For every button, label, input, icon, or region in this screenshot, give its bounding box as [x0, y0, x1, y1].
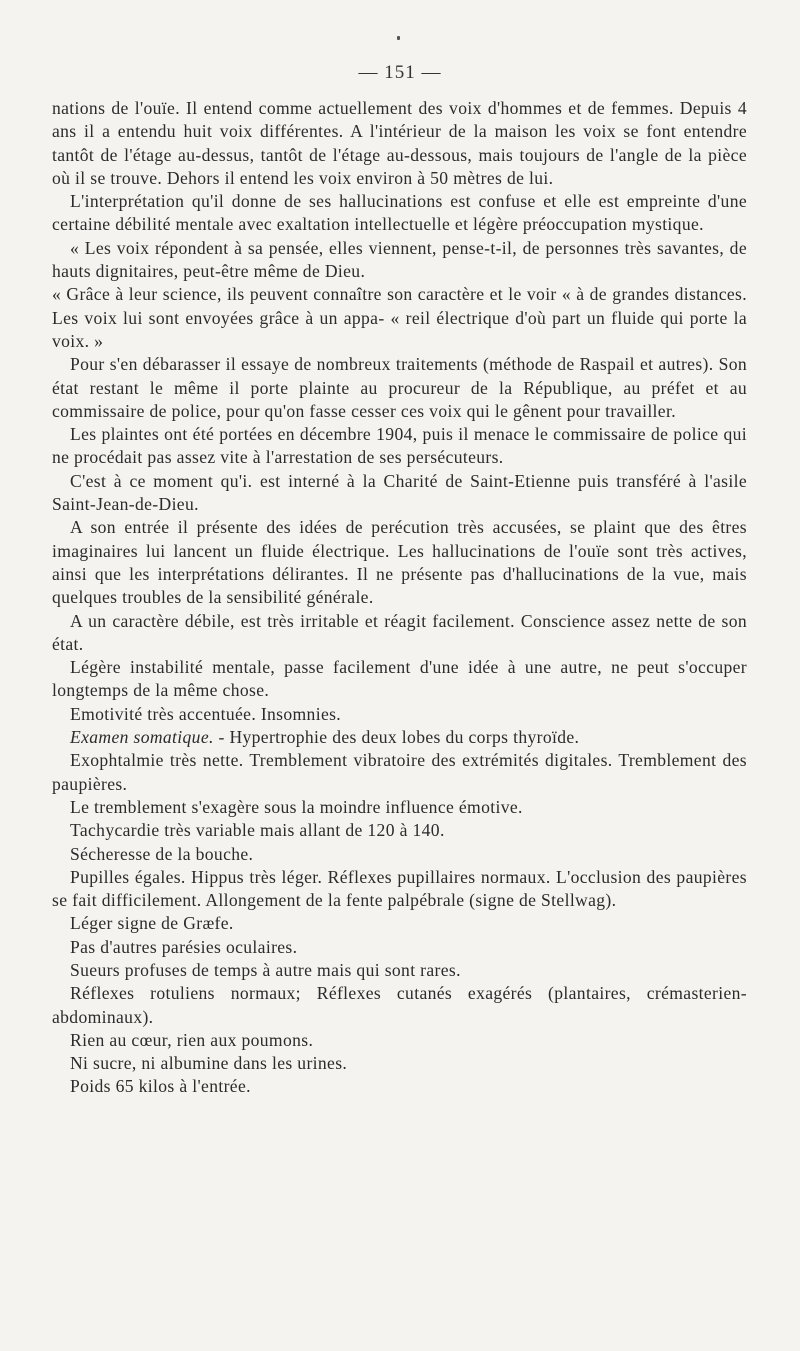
paragraph: Pour s'en débarasser il essaye de nombreux traitements (méthode de Raspail et autres). Son état restant le même il porte plainte au procureur de la République, au préfet et au commissaire de police, pour qu'on fasse cesser ces voix qui le gênent pour travailler. [52, 354, 747, 421]
page-number: — 151 — [358, 62, 442, 83]
ink-speck [397, 36, 400, 40]
paragraph: Les plaintes ont été portées en décembre 1904, puis il menace le commissaire de police qui ne procédait pas assez vite à l'arrestation de ses persécuteurs. [52, 424, 747, 468]
paragraph: « Grâce à leur science, ils peuvent connaître son caractère et le voir « à de grandes distances. Les voix lui sont envoyées grâce à un appa- « reil électrique d'où part un fluide qui porte la voix. » [52, 284, 747, 351]
paragraph: Exophtalmie très nette. Tremblement vibratoire des extrémités digitales. Tremblement des paupières. [52, 750, 747, 794]
paragraph: nations de l'ouïe. Il entend comme actuellement des voix d'hommes et de femmes. Depuis 4 ans il a entendu huit voix différentes. A l'intérieur de la maison les voix se font entendre tantôt de l'étage au-dessus, tantôt de l'étage au-dessous, mais toujours de l'angle de la pièce où il se trouve. Dehors il entend les voix environ à 50 mètres de lui. [52, 98, 747, 188]
paragraph: A un caractère débile, est très irritable et réagit facilement. Conscience assez nette de son état. [52, 610, 747, 654]
paragraph [52, 726, 747, 749]
paragraph: Pupilles égales. Hippus très léger. Réflexes pupillaires normaux. L'occlusion des paupières se fait difficilement. Allongement de la fente palpébrale (signe de Stellwag). [52, 866, 747, 911]
paragraph: « Les voix répondent à sa pensée, elles viennent, pense-t-il, de personnes très savantes, de hauts dignitaires, peut-être même de Dieu. [52, 237, 747, 282]
paragraph: Réflexes rotuliens normaux; Réflexes cutanés exagérés (plantaires, crémasterien-abdominaux). [52, 983, 747, 1027]
paragraph-text: - Hypertrophie des deux lobes du corps thyroïde. [213, 727, 580, 748]
paragraph: Pas d'autres parésies oculaires. [70, 936, 298, 957]
paragraph: Légère instabilité mentale, passe facilement d'une idée à une autre, ne peut s'occuper longtemps de la même chose. [52, 657, 747, 701]
body-text [52, 97, 747, 1099]
paragraph: Ni sucre, ni albumine dans les urines. [70, 1053, 348, 1074]
paragraph: A son entrée il présente des idées de perécution très accusées, se plaint que des êtres imaginaires lui lancent un fluide électrique. Les hallucinations de l'ouïe sont très actives, ainsi que les interprétations délirantes. Il ne présente pas d'hallucinations de la vue, mais quelques troubles de la sensibilité générale. [52, 517, 747, 608]
paragraph: Léger signe de Græfe. [70, 913, 234, 934]
section-label: Examen somatique. [70, 727, 214, 748]
paragraph: C'est à ce moment qu'i. est interné à la Charité de Saint-Etienne puis transféré à l'asile Saint-Jean-de-Dieu. [52, 470, 747, 515]
paragraph: Sueurs profuses de temps à autre mais qui sont rares. [70, 959, 461, 980]
paragraph: L'interprétation qu'il donne de ses hallucinations est confuse et elle est empreinte d'une certaine débilité mentale avec exaltation intellectuelle et légère préoccupation mystique. [52, 191, 747, 235]
paragraph: Rien au cœur, rien aux poumons. [70, 1029, 314, 1050]
paragraph: Tachycardie très variable mais allant de 120 à 140. [70, 820, 445, 841]
paragraph: Emotivité très accentuée. Insomnies. [70, 703, 342, 724]
paragraph: Sécheresse de la bouche. [70, 843, 254, 864]
paragraph: Le tremblement s'exagère sous la moindre influence émotive. [70, 796, 523, 817]
paragraph: Poids 65 kilos à l'entrée. [70, 1076, 251, 1097]
